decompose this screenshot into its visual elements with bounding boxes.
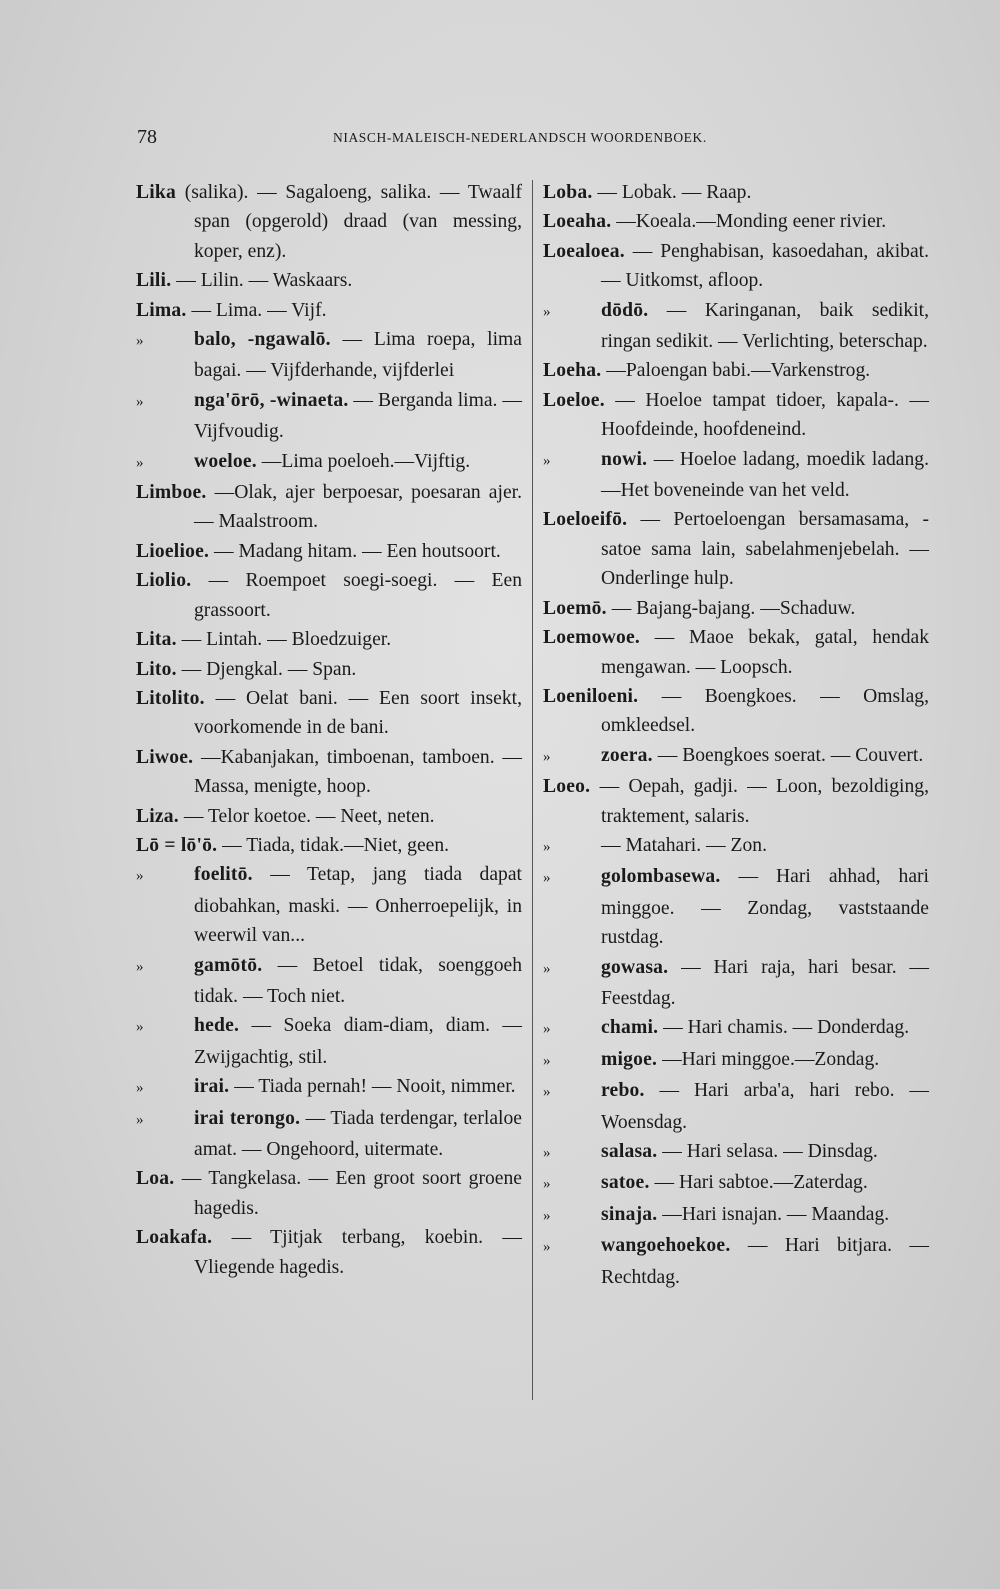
definition: —Koeala.—Monding eener rivier. bbox=[616, 211, 887, 233]
definition: — Tetap, jang tiada dapat diobahkan, maski. — Onherroepelijk, in weerwil van... bbox=[194, 864, 522, 947]
definition: — Karinganan, baik sedikit, ringan sedikit. — Verlichting, beterschap. bbox=[601, 299, 929, 353]
definition: — Madang hitam. — Een houtsoort. bbox=[214, 540, 501, 562]
definition: — Bajang-bajang. —Schaduw. bbox=[611, 597, 856, 619]
dictionary-entry bbox=[136, 537, 522, 566]
dictionary-entry bbox=[543, 207, 929, 236]
headword: satoe. bbox=[601, 1172, 650, 1194]
left-column bbox=[136, 178, 522, 1282]
headword: Loeo. bbox=[543, 776, 591, 798]
headword: Loba. bbox=[543, 182, 593, 203]
column-divider bbox=[532, 180, 533, 1400]
repetition-mark: » bbox=[136, 1080, 144, 1097]
repetition-mark: » bbox=[543, 1239, 551, 1256]
definition: — Lima roepa, lima bagai. — Vijfderhande, vijfderlei bbox=[194, 329, 522, 382]
headword: Litolito. bbox=[136, 687, 205, 709]
definition: —Lima poeloeh.—Vijftig. bbox=[261, 450, 471, 472]
dictionary-entry bbox=[543, 1231, 929, 1292]
headword: Lika bbox=[136, 182, 177, 203]
headword: chami. bbox=[601, 1017, 659, 1039]
page-header bbox=[137, 126, 857, 156]
definition: — Penghabisan, kasoedahan, akibat. — Uitkomst, afloop. bbox=[601, 240, 929, 292]
definition: — Hari ahhad, hari minggoe. — Zondag, vaststaande rustdag. bbox=[601, 866, 930, 949]
repetition-mark: » bbox=[543, 1084, 551, 1101]
headword: Lita. bbox=[136, 629, 177, 651]
headword: Loeniloeni. bbox=[543, 685, 639, 707]
headword: hede. bbox=[194, 1015, 240, 1037]
dictionary-entry bbox=[136, 386, 522, 447]
definition: — Tjitjak terbang, koebin. — Vliegende hagedis. bbox=[194, 1227, 522, 1278]
definition: —Hari minggoe.—Zondag. bbox=[662, 1048, 880, 1070]
headword: rebo. bbox=[601, 1080, 645, 1102]
definition: (salika). — Sagaloeng, salika. — Twaalf span (opgerold) draad (van messing, koper, enz). bbox=[184, 182, 522, 262]
definition: — Hari selasa. — Dinsdag. bbox=[662, 1141, 878, 1162]
dictionary-entry bbox=[136, 655, 522, 684]
headword: nga'ōrō, -winaeta. bbox=[194, 389, 349, 411]
repetition-mark: » bbox=[543, 452, 551, 469]
dictionary-entry bbox=[543, 682, 929, 741]
definition: — Lobak. — Raap. bbox=[597, 182, 752, 203]
dictionary-entry bbox=[136, 831, 522, 860]
definition: — Tiada pernah! — Nooit, nimmer. bbox=[234, 1076, 516, 1098]
repetition-mark: » bbox=[543, 1052, 551, 1069]
definition: — Hari raja, hari besar. — Feestdag. bbox=[601, 956, 929, 1009]
dictionary-entry bbox=[136, 325, 522, 386]
definition: — Hoeloe ladang, moedik ladang.—Het boveneinde van het veld. bbox=[601, 448, 929, 502]
dictionary-entry bbox=[543, 1168, 929, 1199]
dictionary-entry bbox=[136, 743, 522, 802]
repetition-mark: » bbox=[543, 838, 551, 855]
dictionary-entry bbox=[136, 566, 522, 625]
definition: — Tiada terdengar, terlaloe amat. — Ongehoord, uitermate. bbox=[194, 1107, 522, 1160]
dictionary-entry bbox=[543, 953, 929, 1014]
dictionary-entry bbox=[543, 831, 929, 862]
definition: — Oelat bani. — Een soort insekt, voorkomende in de bani. bbox=[194, 687, 522, 739]
repetition-mark: » bbox=[136, 1019, 144, 1036]
dictionary-entry bbox=[136, 1164, 522, 1223]
headword: Liwoe. bbox=[136, 746, 194, 768]
headword: salasa. bbox=[601, 1141, 658, 1162]
headword: Lioelioe. bbox=[136, 540, 210, 562]
headword: Loemowoe. bbox=[543, 627, 641, 649]
definition: — Boengkoes soerat. — Couvert. bbox=[657, 744, 924, 766]
dictionary-entry bbox=[543, 1076, 929, 1137]
headword: Lō = lō'ō. bbox=[136, 834, 218, 856]
definition: — Djengkal. — Span. bbox=[181, 658, 357, 680]
headword: zoera. bbox=[601, 744, 653, 766]
dictionary-entry bbox=[136, 625, 522, 654]
definition: — Lintah. — Bloedzuiger. bbox=[181, 629, 392, 651]
headword: nowi. bbox=[601, 448, 648, 470]
dictionary-entry bbox=[543, 1200, 929, 1231]
headword: irai. bbox=[194, 1076, 230, 1098]
page-number: 78 bbox=[137, 126, 157, 148]
headword: sinaja. bbox=[601, 1203, 658, 1225]
definition: —Hari isnajan. — Maandag. bbox=[662, 1203, 890, 1225]
definition: — Telor koetoe. — Neet, neten. bbox=[183, 805, 435, 827]
repetition-mark: » bbox=[543, 303, 551, 320]
definition: — Hari bitjara. — Rechtdag. bbox=[601, 1235, 929, 1288]
dictionary-entry bbox=[543, 862, 929, 952]
dictionary-entry bbox=[136, 951, 522, 1012]
dictionary-entry bbox=[136, 478, 522, 537]
definition: — Lilin. — Waskaars. bbox=[176, 270, 353, 292]
definition: — Hari sabtoe.—Zaterdag. bbox=[654, 1172, 868, 1194]
dictionary-entry bbox=[136, 684, 522, 743]
dictionary-entry bbox=[136, 1104, 522, 1165]
dictionary-entry bbox=[543, 445, 929, 506]
headword: golombasewa. bbox=[601, 866, 721, 888]
dictionary-entry bbox=[543, 1013, 929, 1044]
repetition-mark: » bbox=[543, 960, 551, 977]
definition: — Hari arba'a, hari rebo. — Woensdag. bbox=[601, 1080, 929, 1133]
running-head: NIASCH-MALEISCH-NEDERLANDSCH WOORDENBOEK. bbox=[333, 130, 707, 145]
repetition-mark: » bbox=[136, 868, 144, 885]
dictionary-entry bbox=[136, 178, 522, 266]
repetition-mark: » bbox=[543, 1176, 551, 1193]
headword: Loeha. bbox=[543, 360, 602, 382]
dictionary-entry bbox=[543, 623, 929, 682]
dictionary-entry bbox=[136, 802, 522, 831]
repetition-mark: » bbox=[136, 454, 144, 471]
definition: — Pertoeloengan bersamasama, -satoe sama lain, sabelahmenjebelah. — Onderlinge hulp. bbox=[601, 509, 929, 590]
headword: Loakafa. bbox=[136, 1227, 213, 1249]
repetition-mark: » bbox=[136, 958, 144, 975]
definition: — Matahari. — Zon. bbox=[601, 834, 767, 856]
dictionary-entry bbox=[543, 594, 929, 623]
dictionary-entry bbox=[543, 772, 929, 831]
definition: —Paloengan babi.—Varkenstrog. bbox=[606, 360, 871, 382]
dictionary-entry bbox=[543, 1137, 929, 1168]
dictionary-entry bbox=[543, 1045, 929, 1076]
headword: balo, -ngawalō. bbox=[194, 329, 331, 351]
definition: —Kabanjakan, timboenan, tamboen. — Massa, menigte, hoop. bbox=[194, 746, 522, 798]
dictionary-entry bbox=[543, 505, 929, 593]
definition: — Soeka diam-diam, diam. — Zwijgachtig, stil. bbox=[194, 1015, 522, 1068]
headword: Loeaha. bbox=[543, 211, 612, 233]
repetition-mark: » bbox=[543, 1145, 551, 1161]
headword: Loa. bbox=[136, 1168, 175, 1190]
definition: — Lima. — Vijf. bbox=[191, 299, 327, 321]
repetition-mark: » bbox=[543, 870, 551, 887]
definition: — Hoeloe tampat tidoer, kapala-. — Hoofdeinde, hoofdeneind. bbox=[601, 389, 929, 441]
headword: Lima. bbox=[136, 299, 187, 321]
dictionary-entry bbox=[543, 356, 929, 385]
definition: — Boengkoes. — Omslag, omkleedsel. bbox=[601, 685, 929, 737]
headword: Loeloe. bbox=[543, 389, 605, 411]
repetition-mark: » bbox=[136, 333, 144, 350]
repetition-mark: » bbox=[543, 1207, 551, 1224]
headword: migoe. bbox=[601, 1048, 658, 1070]
dictionary-entry bbox=[136, 1223, 522, 1282]
definition: — Maoe bekak, gatal, hendak mengawan. — Loopsch. bbox=[601, 627, 929, 678]
right-column bbox=[543, 178, 929, 1292]
definition: — Roempoet soegi-soegi. — Een grassoort. bbox=[194, 570, 522, 621]
dictionary-entry bbox=[543, 386, 929, 445]
headword: woeloe. bbox=[194, 450, 257, 472]
dictionary-entry bbox=[543, 296, 929, 357]
dictionary-entry bbox=[136, 266, 522, 295]
headword: Loeloeifō. bbox=[543, 509, 628, 531]
repetition-mark: » bbox=[136, 393, 144, 410]
definition: — Tiada, tidak.—Niet, geen. bbox=[222, 834, 450, 856]
headword: Liza. bbox=[136, 805, 179, 827]
headword: Loealoea. bbox=[543, 240, 625, 262]
dictionary-entry bbox=[136, 296, 522, 325]
headword: gamōtō. bbox=[194, 954, 263, 976]
dictionary-entry bbox=[136, 447, 522, 478]
dictionary-entry bbox=[136, 1011, 522, 1072]
repetition-mark: » bbox=[543, 1021, 551, 1038]
repetition-mark: » bbox=[136, 1111, 144, 1128]
definition: —Olak, ajer berpoesar, poesaran ajer. — Maalstroom. bbox=[194, 482, 522, 533]
dictionary-entry bbox=[543, 741, 929, 772]
definition: — Tangkelasa. — Een groot soort groene hagedis. bbox=[181, 1168, 522, 1219]
definition: — Berganda lima. — Vijfvoudig. bbox=[194, 389, 522, 443]
dictionary-entry bbox=[543, 237, 929, 296]
repetition-mark: » bbox=[543, 748, 551, 765]
headword: Limboe. bbox=[136, 482, 207, 504]
headword: dōdō. bbox=[601, 299, 649, 321]
headword: Loemō. bbox=[543, 597, 607, 619]
headword: gowasa. bbox=[601, 956, 669, 978]
definition: — Betoel tidak, soenggoeh tidak. — Toch niet. bbox=[194, 954, 522, 1007]
headword: Lili. bbox=[136, 270, 172, 292]
dictionary-entry bbox=[136, 860, 522, 950]
headword: Liolio. bbox=[136, 570, 192, 592]
headword: irai terongo. bbox=[194, 1107, 301, 1129]
headword: Lito. bbox=[136, 658, 177, 680]
dictionary-entry bbox=[136, 1072, 522, 1103]
dictionary-entry bbox=[543, 178, 929, 207]
definition: — Hari chamis. — Donderdag. bbox=[663, 1017, 910, 1039]
headword: wangoehoekoe. bbox=[601, 1235, 731, 1257]
definition: — Oepah, gadji. — Loon, bezoldiging, traktement, salaris. bbox=[599, 776, 929, 827]
headword: foelitō. bbox=[194, 864, 253, 886]
